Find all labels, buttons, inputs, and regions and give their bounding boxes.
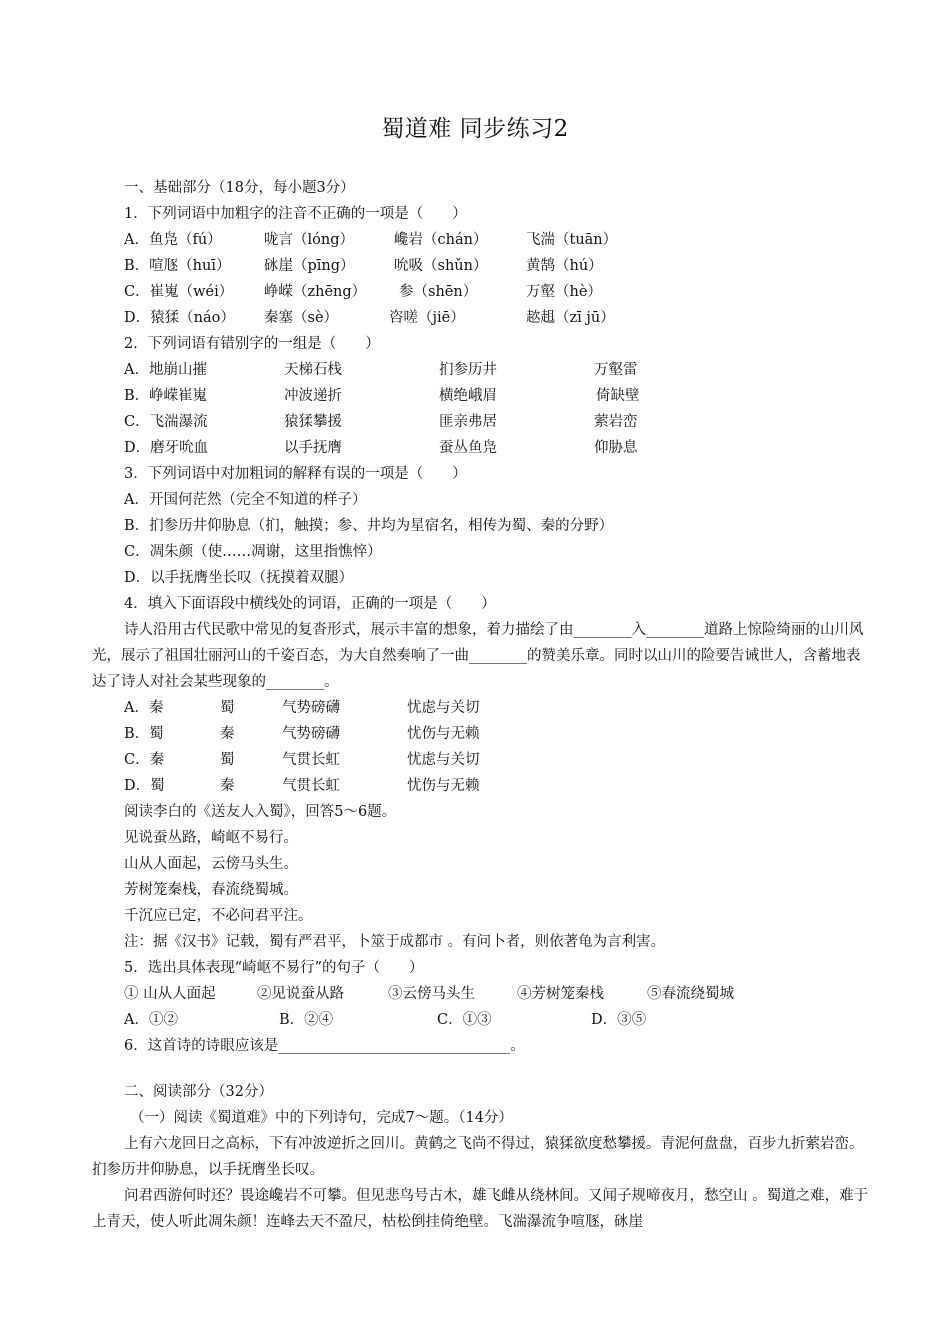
option-line: D．以手抚膺坐长叹（抚摸着双腿） xyxy=(124,570,354,586)
option-cell: 气贯长虹 xyxy=(282,778,340,794)
option-cell: C．崔嵬（wéi） xyxy=(124,284,234,300)
option-row xyxy=(92,721,870,747)
option-cell: C．飞湍瀑流 xyxy=(124,414,208,430)
subsection-heading: （一）阅读《蜀道难》中的下列诗句，完成7～题。（14分） xyxy=(130,1110,513,1126)
poem-line: 千沉应已定，不必问君平注。 xyxy=(124,908,313,924)
option-row xyxy=(92,253,870,279)
option-cell: 横绝峨眉 xyxy=(439,388,497,404)
option-row xyxy=(92,409,870,435)
question-4-stem: 4．填入下面语段中横线处的词语，正确的一项是（ ） xyxy=(124,596,496,612)
option-cell: 以手抚膺 xyxy=(284,440,342,456)
option-cell: 飞湍（tuān） xyxy=(526,232,618,248)
option-cell: 秦 xyxy=(220,726,235,742)
option-row xyxy=(92,695,870,721)
option-line: C．凋朱颜（使……凋谢，这里指憔悴） xyxy=(124,544,382,560)
option-cell: A．鱼凫（fú） xyxy=(124,232,222,248)
poem-line: 见说蚕丛路，崎岖不易行。 xyxy=(124,830,298,846)
option-cell: B．喧豗（huī） xyxy=(124,258,231,274)
option-cell: 匪亲弗居 xyxy=(439,414,497,430)
question-5-stem: 5．选出具体表现“崎岖不易行”的句子（ ） xyxy=(124,960,424,976)
option-cell: B．②④ xyxy=(279,1012,334,1028)
option-cell: 参（shēn） xyxy=(399,284,478,300)
option-cell: A．秦 xyxy=(124,700,164,716)
question-1-stem: 1．下列词语中加粗字的注音不正确的一项是（ ） xyxy=(124,206,467,222)
option-cell: D．③⑤ xyxy=(591,1012,647,1028)
option-row xyxy=(92,383,870,409)
option-cell: 气势磅礴 xyxy=(282,726,340,742)
option-cell: 砯崖（pīng） xyxy=(264,258,355,274)
option-cell: B．蜀 xyxy=(124,726,164,742)
option-cell: 冲波递折 xyxy=(284,388,342,404)
option-cell: 萦岩峦 xyxy=(594,414,638,430)
option-cell: 扪参历井 xyxy=(439,362,497,378)
option-cell: 忧伤与无赖 xyxy=(407,778,480,794)
question-6-stem: 6．这首诗的诗眼应该是________________________________。 xyxy=(124,1038,525,1054)
section-heading: 一、基础部分（18分，每小题3分） xyxy=(124,180,355,196)
option-cell: 蜀 xyxy=(220,752,235,768)
option-line: B．扪参历井仰胁息（扪，触摸；参、井均为星宿名，相传为蜀、秦的分野） xyxy=(124,518,614,534)
option-cell: ① 山从人面起 xyxy=(124,986,216,1002)
option-cell: 猿猱攀援 xyxy=(284,414,342,430)
option-row xyxy=(92,773,870,799)
option-cell: 万壑（hè） xyxy=(526,284,602,300)
option-cell: D．蜀 xyxy=(124,778,165,794)
option-row xyxy=(92,279,870,305)
poem-line: 山从人面起，云傍马头生。 xyxy=(124,856,298,872)
reading-intro: 阅读李白的《送友人入蜀》，回答5～6题。 xyxy=(124,804,397,820)
option-cell: 忧伤与无赖 xyxy=(407,726,480,742)
option-cell: C．①③ xyxy=(437,1012,492,1028)
poem-line: 芳树笼秦栈，春流绕蜀城。 xyxy=(124,882,298,898)
question-4-passage: 诗人沿用古代民歌中常见的复沓形式，展示丰富的想象，着力描绘了由________入________道路上惊险绮丽的山川风光，展示了祖国壮丽河山的千姿百态，为大自然奏响了一曲________的赞美乐章。同时以山川的险要告诫世人，含蓄地表达了诗人对社会某些现象的________。 xyxy=(92,622,864,690)
option-cell: A．①② xyxy=(124,1012,178,1028)
option-cell: 倚缺壁 xyxy=(596,388,640,404)
option-row xyxy=(92,981,870,1007)
section-heading: 二、阅读部分（32分） xyxy=(124,1084,273,1100)
option-cell: B．峥嵘崔嵬 xyxy=(124,388,208,404)
option-row xyxy=(92,305,870,331)
option-cell: 黄鹄（hú） xyxy=(526,258,603,274)
spacer xyxy=(92,1059,870,1079)
option-cell: 忧虑与关切 xyxy=(407,752,480,768)
option-cell: 峥嵘（zhēng） xyxy=(264,284,367,300)
option-cell: ④芳树笼秦栈 xyxy=(517,986,604,1002)
option-cell: D．猿猱（náo） xyxy=(124,310,235,326)
option-cell: 蜀 xyxy=(220,700,235,716)
option-cell: 咙言（lóng） xyxy=(264,232,354,248)
option-row xyxy=(92,1007,870,1033)
option-row xyxy=(92,357,870,383)
option-cell: ⑤春流绕蜀城 xyxy=(647,986,734,1002)
option-cell: D．磨牙吮血 xyxy=(124,440,209,456)
option-cell: 趑趄（zī jū） xyxy=(526,310,615,326)
option-cell: ②见说蚕从路 xyxy=(257,986,344,1002)
option-cell: 咨嗟（jiē） xyxy=(389,310,465,326)
option-cell: 吮吸（shǔn） xyxy=(394,258,488,274)
option-line: A．开国何茫然（完全不知道的样子） xyxy=(124,492,367,508)
option-row xyxy=(92,435,870,461)
option-cell: 天梯石栈 xyxy=(284,362,342,378)
option-cell: 万壑雷 xyxy=(594,362,638,378)
option-cell: A．地崩山摧 xyxy=(124,362,207,378)
option-cell: ③云傍马头生 xyxy=(388,986,475,1002)
poem-note: 注：据《汉书》记载，蜀有严君平，卜筮于成都市 。有问卜者，则依著龟为言利害。 xyxy=(124,934,666,950)
option-cell: 气势磅礴 xyxy=(282,700,340,716)
option-cell: 蚕丛鱼凫 xyxy=(439,440,497,456)
option-cell: 仰胁息 xyxy=(594,440,638,456)
option-cell: 巉岩（chán） xyxy=(394,232,488,248)
option-cell: 忧虑与关切 xyxy=(407,700,480,716)
option-cell: 气贯长虹 xyxy=(282,752,340,768)
question-3-stem: 3．下列词语中对加粗词的解释有误的一项是（ ） xyxy=(124,466,467,482)
option-cell: 秦 xyxy=(220,778,235,794)
reading-paragraph: 问君西游何时还？畏途巉岩不可攀。但见悲鸟号古木，雄飞雌从绕林间。又闻子规啼夜月，愁空山 。蜀道之难，难于上青天，使人听此凋朱颜！连峰去天不盈尺，枯松倒挂倚绝壁。飞湍瀑流争喧豗，砯崖 xyxy=(92,1188,869,1230)
option-cell: 秦塞（sè） xyxy=(264,310,339,326)
option-cell: C．秦 xyxy=(124,752,165,768)
document-body xyxy=(92,175,870,1235)
question-2-stem: 2．下列词语有错别字的一组是（ ） xyxy=(124,336,380,352)
document-title: 蜀道难 同步练习2 xyxy=(381,116,569,142)
reading-paragraph: 上有六龙回日之高标，下有冲波逆折之回川。黄鹤之飞尚不得过，猿猱欲度愁攀援。青泥何盘盘，百步九折萦岩峦。扪参历井仰胁息，以手抚膺坐长叹。 xyxy=(92,1136,864,1178)
option-row xyxy=(92,747,870,773)
option-row xyxy=(92,227,870,253)
